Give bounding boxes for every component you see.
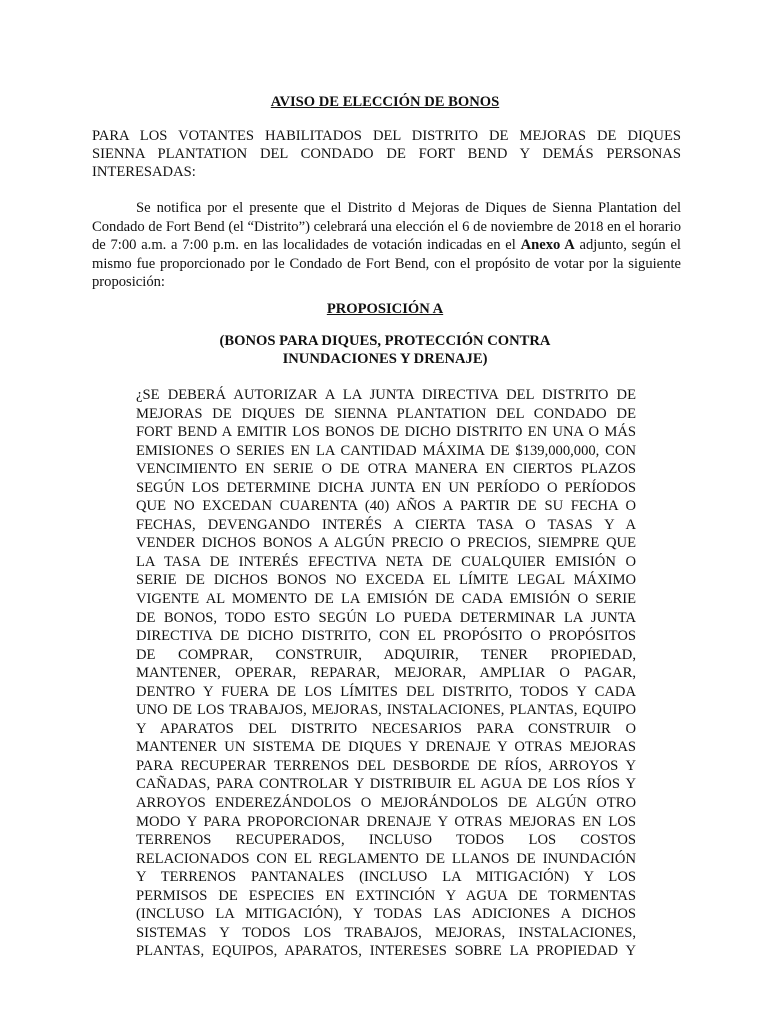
intro-paragraph: [92, 199, 681, 292]
salutation: [92, 127, 681, 181]
ballot-text-line: TERRENOS RECUPERADOS, INCLUSO TODOS LOS COSTOS: [136, 832, 636, 849]
ballot-text-line: PARA RECUPERAR TERRENOS DEL DESBORDE DE RÍOS, ARROYOS Y: [136, 757, 636, 774]
proposition-subheading-line: (BONOS PARA DIQUES, PROTECCIÓN CONTRA: [219, 333, 551, 349]
ballot-text-line: SEGÚN LOS DETERMINE DICHA JUNTA EN UN PERÍODO O PERÍODOS: [136, 479, 636, 496]
proposition-subheading: [0, 332, 770, 368]
salutation-line: SIENNA PLANTATION DEL CONDADO DE FORT BEND Y DEMÁS PERSONAS: [92, 146, 681, 162]
ballot-text-line: VIGENTE AL MOMENTO DE LA EMISIÓN DE CADA EMISIÓN O SERIE: [136, 591, 636, 608]
ballot-text-line: DE COMPRAR, CONSTRUIR, ADQUIRIR, TENER PROPIEDAD,: [136, 646, 636, 663]
ballot-text-line: RELACIONADOS CON EL REGLAMENTO DE LLANOS DE INUNDACIÓN: [136, 850, 636, 867]
ballot-text-line: MANTENER UN SISTEMA DE DIQUES Y DRENAJE Y OTRAS MEJORAS: [136, 739, 636, 756]
proposition-heading: PROPOSICIÓN A: [326, 301, 444, 317]
document-title: AVISO DE ELECCIÓN DE BONOS: [270, 94, 500, 110]
ballot-text-line: MODO Y PARA PROPORCIONAR DRENAJE Y OTRAS MEJORAS EN LOS: [136, 813, 636, 830]
ballot-text-line: DE BONOS, TODO ESTO SEGÚN LO PUEDA DETERMINAR LA JUNTA: [136, 609, 636, 626]
ballot-text-line: SERIE DE DICHOS BONOS NO EXCEDA EL LÍMITE LEGAL MÁXIMO: [136, 572, 636, 589]
ballot-text-line: VENDER DICHOS BONOS A ALGÚN PRECIO O PRECIOS, SIEMPRE QUE: [136, 535, 636, 552]
ballot-text-line: PLANTAS, EQUIPOS, APARATOS, INTERESES SOBRE LA PROPIEDAD Y: [136, 943, 636, 960]
ballot-text-line: MEJORAS DE DIQUES DE SIENNA PLANTATION DEL CONDADO DE: [136, 405, 636, 422]
ballot-text-line: DIRECTIVA DE DICHO DISTRITO, CON EL PROPÓSITO O PROPÓSITOS: [136, 628, 636, 645]
salutation-line: PARA LOS VOTANTES HABILITADOS DEL DISTRITO DE MEJORAS DE DIQUES: [92, 128, 681, 144]
ballot-text-line: LA TASA DE INTERÉS EFECTIVA NETA DE CUALQUIER EMISIÓN O: [136, 553, 636, 570]
intro-text: Se notifica por el presente que el Distrito d Mejoras de Diques de Sienna Plantation del Condado de Fort Bend (el “Distrito”) celebrará una elección el 6 de noviembre de 2018 en el horario de 7:00 a.m. a 7:00 p.m. en las localidades de votación indicadas en el: [92, 200, 681, 253]
ballot-text-line: CAÑADAS, PARA CONTROLAR Y DISTRIBUIR EL AGUA DE LOS RÍOS Y: [136, 776, 636, 793]
ballot-text-line: Y TERRENOS PANTANALES (INCLUSO LA MITIGACIÓN) Y LOS: [136, 869, 636, 886]
ballot-text-line: VENCIMIENTO EN SERIE O DE OTRA MANERA EN CIERTOS PLAZOS: [136, 461, 636, 478]
ballot-text-line: Y APARATOS DEL DISTRITO NECESARIOS PARA CONSTRUIR O: [136, 720, 636, 737]
ballot-text-line: FECHAS, DEVENGANDO INTERÉS A CIERTA TASA O TASAS Y A: [136, 516, 636, 533]
ballot-text-line: UNO DE LOS TRABAJOS, MEJORAS, INSTALACIONES, PLANTAS, EQUIPO: [136, 702, 636, 719]
ballot-text-line: MANTENER, OPERAR, REPARAR, MEJORAR, AMPLIAR O PAGAR,: [136, 665, 636, 682]
ballot-text-line: (INCLUSO LA MITIGACIÓN), Y TODAS LAS ADICIONES A DICHOS: [136, 906, 636, 923]
ballot-text-line: EMISIONES O SERIES EN LA CANTIDAD MÁXIMA DE $139,000,000, CON: [136, 442, 636, 459]
ballot-text-line: DENTRO Y FUERA DE LOS LÍMITES DEL DISTRITO, TODOS Y CADA: [136, 683, 636, 700]
ballot-text-line: SISTEMAS Y TODOS LOS TRABAJOS, MEJORAS, INSTALACIONES,: [136, 924, 636, 941]
ballot-text-line: ¿SE DEBERÁ AUTORIZAR A LA JUNTA DIRECTIVA DEL DISTRITO DE: [136, 387, 636, 403]
ballot-text-line: PERMISOS DE ESPECIES EN EXTINCIÓN Y AGUA DE TORMENTAS: [136, 887, 636, 904]
ballot-text-line: FORT BEND A EMITIR LOS BONOS DE DICHO DISTRITO EN UNA O MÁS: [136, 424, 636, 441]
ballot-text-line: QUE NO EXCEDAN CUARENTA (40) AÑOS A PARTIR DE SU FECHA O: [136, 498, 636, 515]
intro-text-continued: adjunto, según el mismo fue proporcionado por le Condado de Fort Bend, con el propósito de votar por la siguiente proposición:: [92, 237, 681, 290]
annex-reference: Anexo A: [520, 237, 575, 253]
ballot-proposition-text: [136, 386, 636, 961]
proposition-subheading-line: INUNDACIONES Y DRENAJE): [282, 351, 488, 367]
salutation-line: INTERESADAS:: [92, 164, 196, 180]
ballot-text-line: ARROYOS ENDEREZÁNDOLOS O MEJORÁNDOLOS DE ALGÚN OTRO: [136, 795, 636, 812]
